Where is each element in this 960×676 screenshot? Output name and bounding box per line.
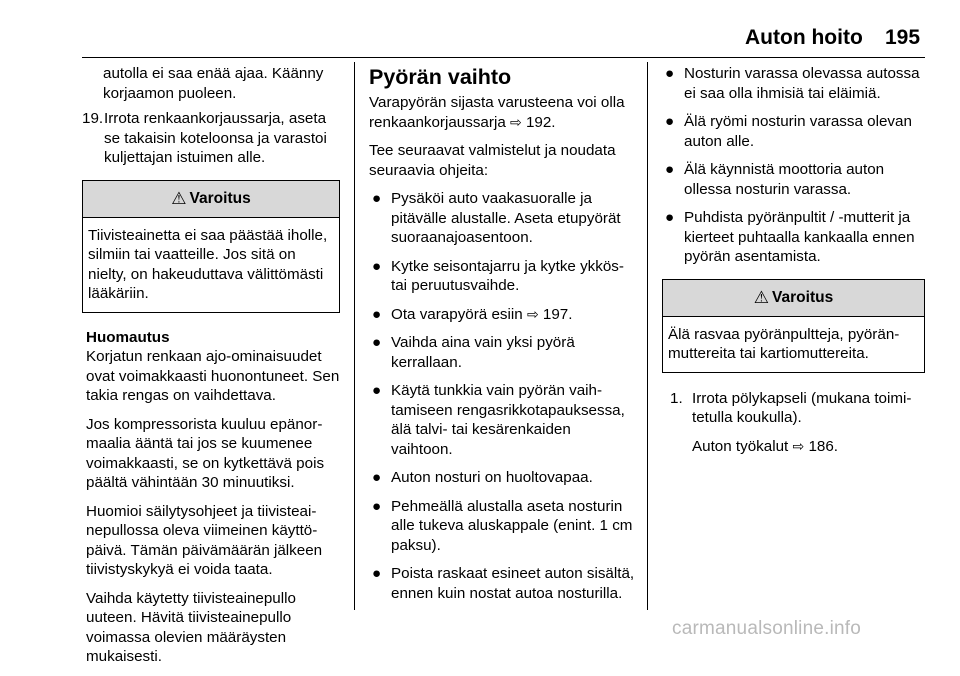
warning-icon: ⚠ — [171, 188, 187, 208]
paragraph: Vaihda käytetty tiivisteainepullo uuteen. Hävitä tiivisteainepullo voimassa olevien määräysten mukaisesti. — [86, 589, 296, 665]
warning-box — [662, 279, 925, 373]
step-number: 1. — [670, 389, 683, 407]
warning-text: Tiivisteainetta ei saa päästää iholle, silmiin tai vaatteille. Jos sitä on nielty, on hakeuduttava välittömästi lääkäriin. — [88, 226, 328, 302]
bullet-icon: ● — [665, 113, 675, 130]
bullet-icon: ● — [665, 161, 675, 178]
warning-text: Älä rasvaa pyöränpultteja, pyöränmuttereita tai kartiomuttereita. — [668, 325, 900, 362]
cont-line-2: korjaamon puoleen. — [103, 84, 237, 102]
paragraph: Huomioi säilytysohjeet ja tiivisteainepullossa oleva viimeinen käyttöpäivä. Tämän päivämäärän jälkeen tiivistyskykyä ei voida taata. — [86, 502, 323, 578]
warning-header — [83, 181, 339, 218]
list-item: ● Vaihda aina vain yksi pyörä kerrallaan. — [369, 333, 635, 372]
list-item: ● Älä käynnistä moottoria auton ollessa nosturin varassa. — [662, 160, 925, 199]
warning-icon: ⚠ — [753, 287, 770, 307]
intro-body: Varapyörän sijasta varusteena voi olla renkaankorjaussarja — [369, 94, 625, 131]
bullet-icon: ● — [372, 305, 382, 323]
page-ref[interactable]: 192. — [525, 113, 556, 131]
section-title: Auton hoito — [745, 26, 863, 49]
note-text: Korjatun renkaan ajo-ominaisuudet ovat voimakkaasti huonontuneet. Sen takia rengas on vaihdettava. — [86, 348, 340, 404]
step-text: Irrota pölykapseli (mukana toimitetulla koukulla). — [692, 389, 912, 426]
header-rule — [82, 57, 925, 58]
list-item: ● Kytke seisontajarru ja kytke ykkös- tai peruutusvaihde. — [369, 257, 635, 296]
bullet-icon: ● — [372, 382, 382, 399]
cont-line-1: autolla ei saa enää ajaa. Käänny — [103, 65, 324, 82]
step-19 — [82, 109, 340, 168]
column-1 — [82, 64, 340, 676]
column-divider-1 — [354, 62, 355, 610]
step-text: Irrota renkaankorjaussarja, aseta se takaisin koteloonsa ja varastoi kuljettajan istuimen alle. — [104, 110, 327, 166]
list-item: ● Poista raskaat esineet auton sisältä, ennen kuin nostat autoa nosturilla. — [369, 564, 635, 603]
bullet-icon: ● — [665, 209, 675, 226]
bullet-icon: ● — [372, 497, 382, 515]
intro-text-2: Tee seuraavat valmistelut ja noudata seuraavia ohjeita: — [369, 142, 616, 179]
bullet-icon: ● — [372, 565, 382, 582]
warning-box — [82, 180, 340, 313]
warning-title: Varoitus — [772, 288, 834, 306]
bullet-icon: ● — [372, 469, 382, 486]
note-title: Huomautus — [86, 328, 170, 346]
list-item: ● Pehmeällä alustalla aseta nosturin alle tukeva aluskappale (enint. 1 cm paksu). — [369, 497, 635, 556]
watermark: carmanualsonline.info — [672, 618, 862, 639]
bullet-icon: ● — [665, 65, 675, 82]
page-ref[interactable]: 197. — [542, 305, 573, 323]
warning-header — [663, 280, 924, 317]
list-item: ● Puhdista pyöränpultit / -mutterit ja kierteet puhtaalla kankaalla ennen pyörän asentamista. — [662, 208, 925, 267]
page-ref-arrow-icon: ⇨ — [526, 305, 539, 322]
step-1 — [662, 389, 925, 457]
continued-text — [82, 64, 340, 103]
section-heading: Pyörän vaihto — [369, 65, 512, 89]
page-ref-arrow-icon: ⇨ — [792, 437, 805, 454]
intro-text — [369, 93, 635, 132]
list-item: ● Auton nosturi on huoltovapaa. — [369, 468, 635, 488]
column-divider-2 — [647, 62, 648, 610]
step-number: 19. — [82, 110, 104, 127]
list-item — [369, 305, 635, 325]
list-item: ● Älä ryömi nosturin varassa olevan auton alle. — [662, 112, 925, 151]
column-2 — [369, 64, 635, 612]
column-3 — [662, 64, 925, 456]
list-item: ● Käytä tunkkia vain pyörän vaihtamiseen rengasrikkotapauksessa, älä talvi- tai kesärenkaiden vaihtoon. — [369, 381, 635, 459]
bullet-icon: ● — [372, 190, 382, 207]
warning-title: Varoitus — [189, 189, 251, 207]
bullet-icon: ● — [372, 334, 382, 351]
page-number: 195 — [885, 26, 921, 49]
step-subtext: Auton työkalut ⇨ 186. — [692, 437, 839, 455]
paragraph: Jos kompressorista kuuluu epänormaalia ääntä tai jos se kuumenee voimakkaasti, se on kytkettävä pois päältä vähintään 30 minuutiksi. — [86, 415, 325, 491]
list-item: ● Nosturin varassa olevassa autossa ei saa olla ihmisiä tai eläimiä. — [662, 64, 925, 103]
bullet-icon: ● — [372, 257, 382, 275]
page-ref[interactable]: 186. — [808, 437, 839, 455]
list-item: ● Pysäköi auto vaakasuoralle ja pitävälle alustalle. Aseta etupyörät suoraanajoasentoon. — [369, 189, 635, 248]
page-ref-arrow-icon: ⇨ — [510, 113, 522, 130]
note-block — [82, 328, 340, 667]
list-item-text: Ota varapyörä esiin — [391, 305, 523, 323]
